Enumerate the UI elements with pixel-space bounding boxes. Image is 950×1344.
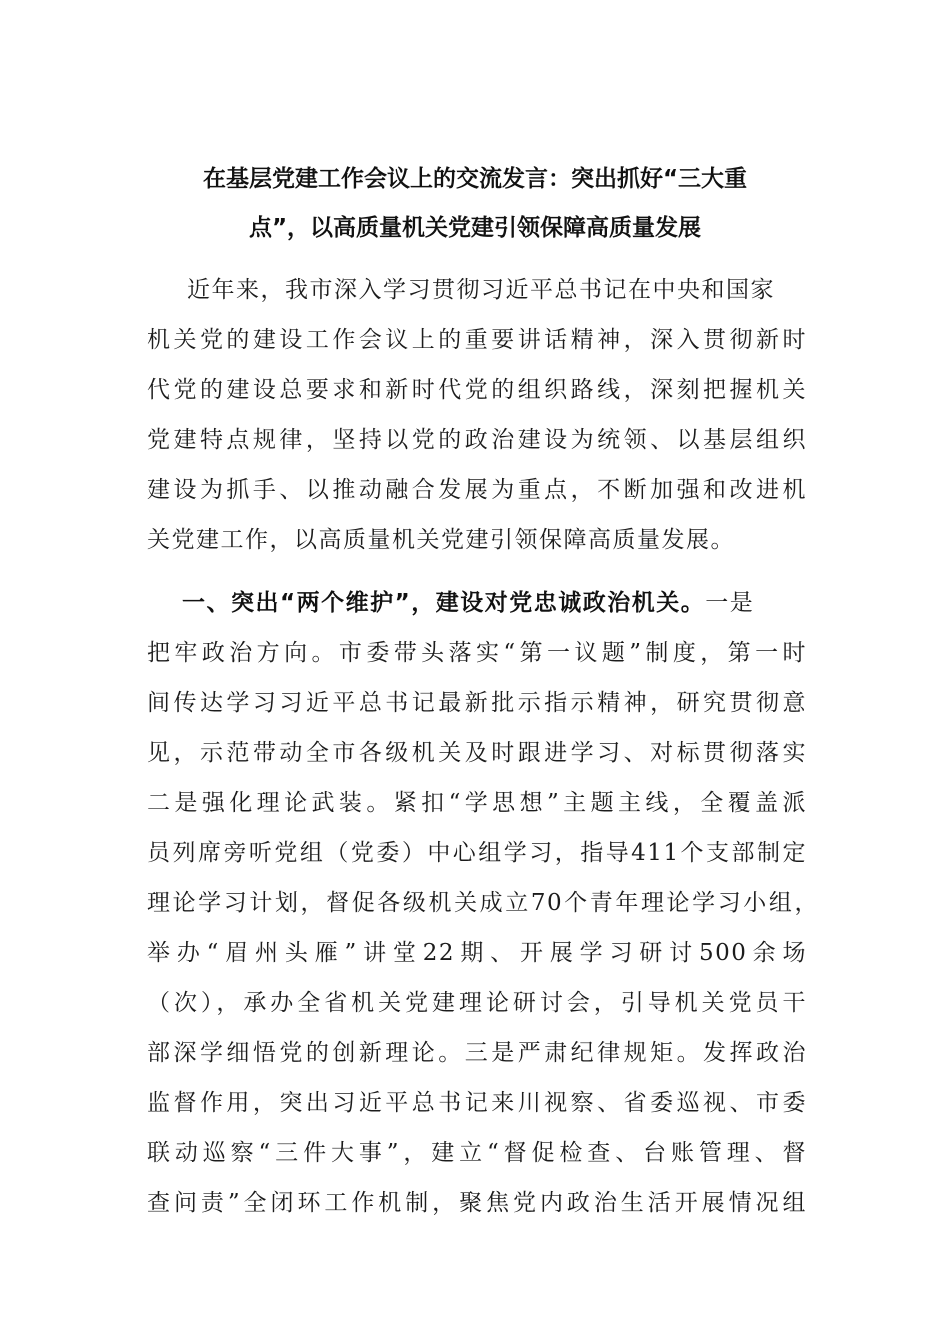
- section-1-heading: 一、突出“两个维护”，建设对党忠诚政治机关。: [182, 590, 706, 616]
- intro-line-2: 机关党的建设工作会议上的重要讲话精神，深入贯彻新时: [147, 327, 807, 353]
- section-1-line-11: 联动巡察“三件大事”，建立“督促检查、台账管理、督: [147, 1140, 807, 1166]
- section-1-heading-tail: 一是: [705, 590, 755, 616]
- intro-line-4: 党建特点规律，坚持以党的政治建设为统领、以基层组织: [147, 427, 807, 453]
- section-1-line-3: 见，示范带动全市各级机关及时跟进学习、对标贯彻落实: [147, 740, 807, 766]
- intro-line-6: 关党建工作，以高质量机关党建引领保障高质量发展。: [147, 527, 735, 553]
- section-1-line-2: 间传达学习习近平总书记最新批示指示精神，研究贯彻意: [147, 690, 807, 716]
- section-1-line-5: 员列席旁听党组（党委）中心组学习，指导411个支部制定: [147, 840, 807, 866]
- intro-line-1: 近年来，我市深入学习贯彻习近平总书记在中央和国家: [187, 277, 775, 303]
- section-1-line-6: 理论学习计划，督促各级机关成立70个青年理论学习小组，: [147, 890, 819, 916]
- section-1-line-8: （次），承办全省机关党建理论研讨会，引导机关党员干: [147, 990, 807, 1016]
- document-title-line-2: 点”，以高质量机关党建引领保障高质量发展: [248, 215, 702, 241]
- section-1-line-1: 把牢政治方向。市委带头落实“第一议题”制度，第一时: [147, 640, 807, 666]
- section-1-heading-line: [182, 584, 807, 617]
- document-title-line-1: 在基层党建工作会议上的交流发言：突出抓好“三大重: [202, 166, 748, 192]
- section-1-line-12: 查问责”全闭环工作机制，聚焦党内政治生活开展情况组: [147, 1190, 807, 1216]
- intro-line-5: 建设为抓手、以推动融合发展为重点，不断加强和改进机: [147, 477, 807, 503]
- intro-line-3: 代党的建设总要求和新时代党的组织路线，深刻把握机关: [147, 377, 807, 403]
- section-1-line-10: 监督作用，突出习近平总书记来川视察、省委巡视、市委: [147, 1090, 807, 1116]
- section-1-line-7: 举办“眉州头雁”讲堂22期、开展学习研讨500余场: [147, 940, 807, 966]
- section-1-line-9: 部深学细悟党的创新理论。三是严肃纪律规矩。发挥政治: [147, 1040, 807, 1066]
- section-1-line-4: 二是强化理论武装。紧扣“学思想”主题主线，全覆盖派: [147, 790, 807, 816]
